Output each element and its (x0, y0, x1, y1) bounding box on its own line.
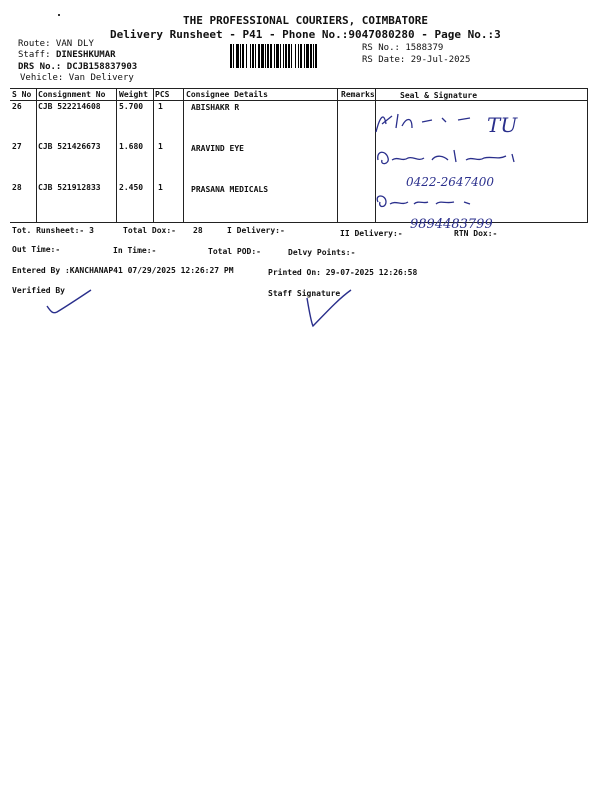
tot-runsheet: Tot. Runsheet:- 3 (12, 226, 94, 235)
rs-date: RS Date: 29-Jul-2025 (362, 55, 471, 65)
handwritten-signature (372, 106, 532, 140)
drs-label: DRS No.: (18, 62, 62, 72)
delvy-points: Delvy Points:- (288, 248, 356, 257)
verified-check-mark (45, 288, 95, 322)
row-pcs: 1 (158, 183, 163, 192)
row-consignee: ABISHAKR R (191, 103, 240, 112)
staff-signature-label: Staff Signature (268, 289, 341, 298)
row-sno: 28 (12, 183, 22, 192)
row-pcs: 1 (158, 102, 163, 111)
staff-value: DINESHKUMAR (55, 50, 116, 60)
table-top-border (10, 88, 588, 89)
total-dox-label: Total Dox:- (123, 226, 176, 235)
out-time: Out Time:- (12, 245, 61, 254)
total-pod: Total POD:- (208, 247, 261, 256)
rs-number: RS No.: 1588379 (362, 43, 444, 53)
row-sno: 26 (12, 102, 22, 111)
handwritten-phone: 9894483799 (410, 217, 493, 232)
vehicle-text: Vehicle: Van Delivery (20, 73, 134, 83)
barcode-image (230, 44, 356, 68)
col-header-remarks: Remarks (341, 90, 375, 99)
row-weight: 5.700 (119, 102, 144, 111)
col-divider (337, 88, 338, 222)
company-name: THE PROFESSIONAL COURIERS, COIMBATORE (183, 14, 429, 27)
row-consignment: CJB 522214608 (38, 102, 101, 111)
row-pcs: 1 (158, 142, 163, 151)
col-header-seal: Seal & Signature (400, 91, 478, 100)
barcode-bar (317, 44, 319, 68)
ii-delivery: II Delivery:- (340, 229, 403, 238)
stray-dot (58, 14, 60, 16)
handwritten-mark: TU (487, 113, 518, 137)
route-text: Route: VAN DLY (18, 39, 94, 49)
col-header-consignment: Consignment No (38, 90, 106, 99)
row-consignment: CJB 521912833 (38, 183, 101, 192)
total-dox-value: 28 (193, 226, 203, 235)
entered-by: Entered By :KANCHANAP41 07/29/2025 12:26:27 PM (12, 266, 234, 275)
col-divider (183, 88, 184, 222)
col-divider (116, 88, 117, 222)
col-divider (36, 88, 37, 222)
handwritten-phone: 0422-2647400 (406, 175, 495, 189)
in-time: In Time:- (113, 246, 157, 255)
row-sno: 27 (12, 142, 22, 151)
row-consignee: ARAVIND EYE (191, 144, 244, 153)
table-header-border (10, 100, 588, 101)
i-delivery: I Delivery:- (227, 226, 285, 235)
col-divider (587, 88, 588, 222)
row-consignee: PRASANA MEDICALS (191, 185, 269, 194)
col-divider (153, 88, 154, 222)
col-header-pcs: PCS (155, 90, 170, 99)
row-weight: 1.680 (119, 142, 144, 151)
handwritten-signature (374, 146, 544, 194)
staff-check-mark (305, 288, 355, 334)
staff-label: Staff: (18, 50, 51, 60)
staff-line (18, 50, 116, 60)
printed-on: Printed On: 29-07-2025 12:26:58 (268, 268, 418, 277)
row-weight: 2.450 (119, 183, 144, 192)
drs-line (18, 62, 137, 72)
rtn-dox: RTN Dox:- (454, 229, 498, 238)
col-header-consignee: Consignee Details (186, 90, 268, 99)
runsheet-title: Delivery Runsheet - P41 - Phone No.:9047080280 - Page No.:3 (110, 28, 501, 41)
col-header-sno: S No (12, 90, 32, 99)
row-consignment: CJB 521426673 (38, 142, 101, 151)
verified-by-label: Verified By (12, 286, 65, 295)
col-header-weight: Weight (119, 90, 148, 99)
drs-value: DCJB158837903 (66, 62, 138, 72)
